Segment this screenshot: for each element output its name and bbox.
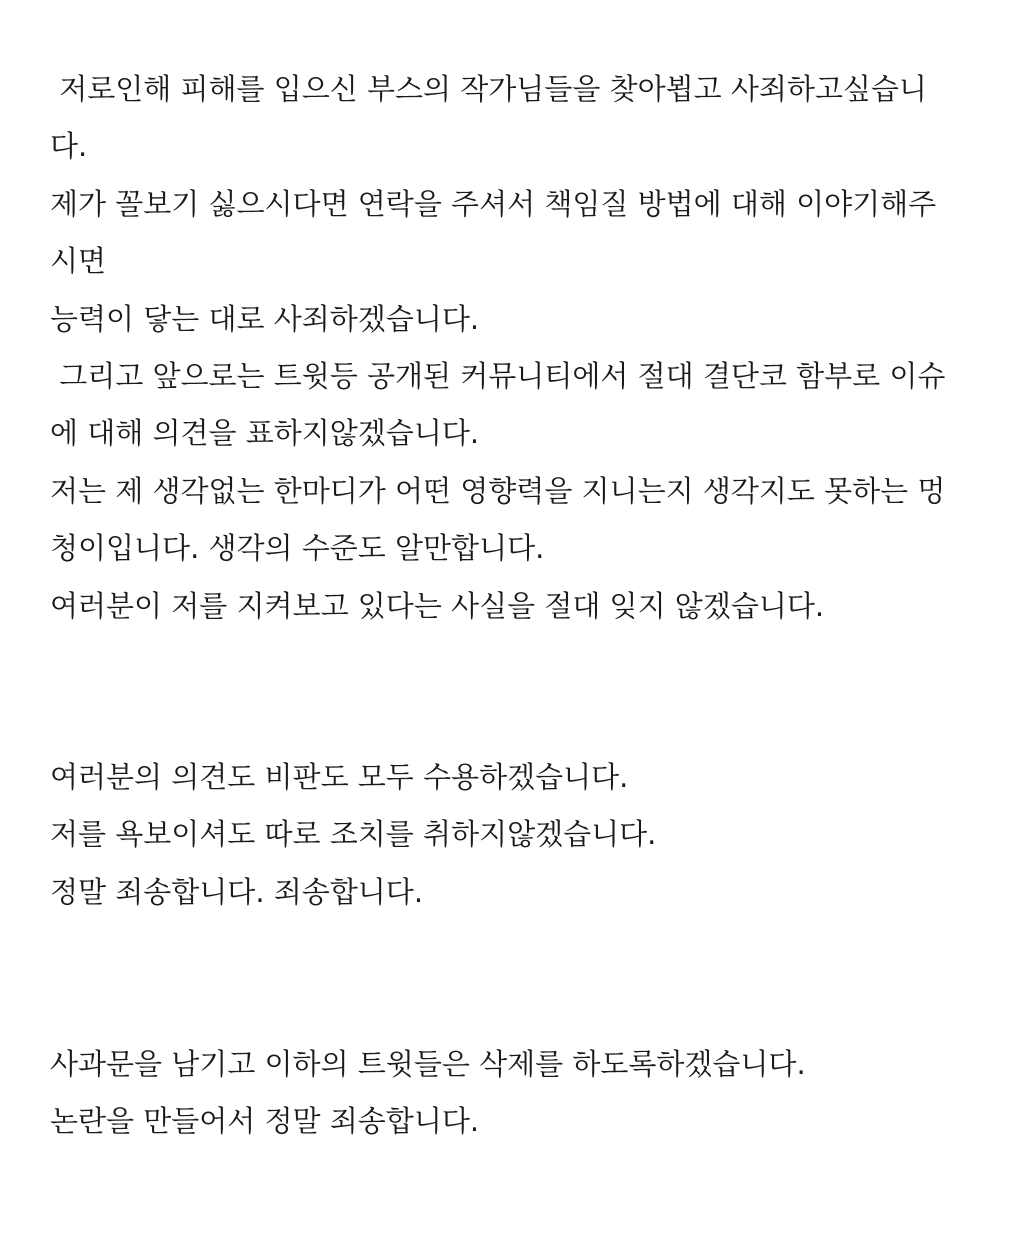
text-line: 제가 꼴보기 싫으시다면 연락을 주셔서 책임질 방법에 대해 이야기해주 (50, 187, 937, 221)
text-line: 에 대해 의견을 표하지않겠습니다. (50, 416, 480, 450)
text-line: 다. (50, 129, 88, 163)
text-line: 저는 제 생각없는 한마디가 어떤 영향력을 지니는지 생각지도 못하는 멍 (50, 474, 946, 508)
text-line: 논란을 만들어서 정말 죄송합니다. (50, 1104, 480, 1138)
text-line: 그리고 앞으로는 트윗등 공개된 커뮤니티에서 절대 결단코 함부로 이슈 (50, 359, 946, 393)
text-line: 저를 욕보이셔도 따로 조치를 취하지않겠습니다. (50, 817, 657, 851)
text-line: 여러분의 의견도 비판도 모두 수용하겠습니다. (50, 760, 629, 794)
text-line: 여러분이 저를 지켜보고 있다는 사실을 절대 잊지 않겠습니다. (50, 589, 825, 623)
text-line: 저로인해 피해를 입으신 부스의 작가님들을 찾아뵙고 사죄하고싶습니 (50, 72, 927, 106)
text-line: 청이입니다. 생각의 수준도 알만합니다. (50, 531, 545, 565)
text-line: 사과문을 남기고 이하의 트윗들은 삭제를 하도록하겠습니다. (50, 1047, 806, 1081)
text-line: 시면 (50, 244, 107, 278)
text-line: 정말 죄송합니다. 죄송합니다. (50, 875, 424, 909)
text-line: 능력이 닿는 대로 사죄하겠습니다. (50, 302, 480, 336)
